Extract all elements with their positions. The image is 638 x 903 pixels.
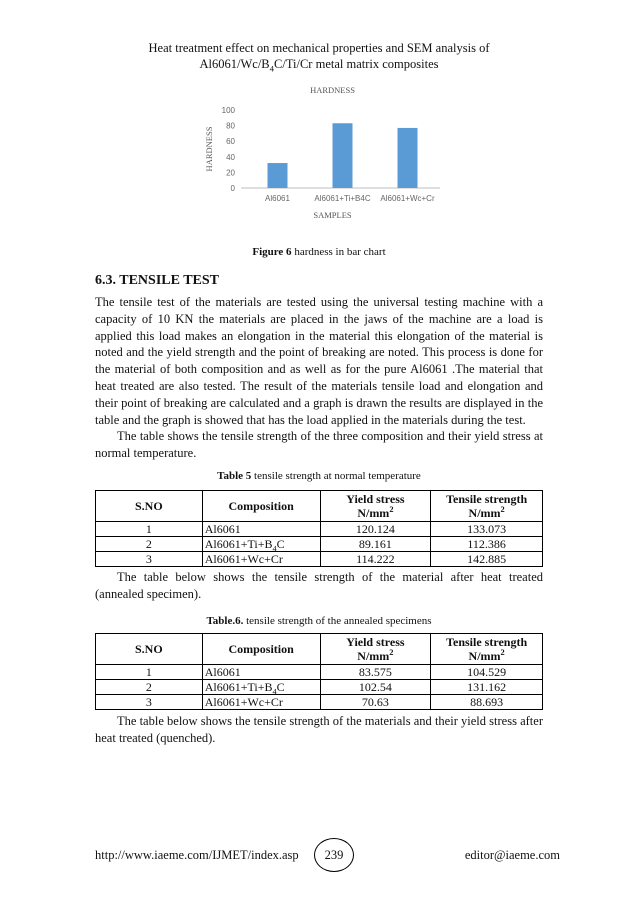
table6	[95, 633, 543, 710]
figure-label: Figure 6	[252, 246, 292, 258]
y-axis-title: HARDNESS	[204, 126, 214, 172]
table6-yield-line1: Yield stress	[346, 635, 405, 649]
header-part-b: C/Ti/Cr metal matrix composites	[274, 57, 439, 71]
table5-cell-tensile: 133.073	[431, 522, 543, 537]
paragraph-quenched-intro: The table below shows the tensile strength of the materials and their yield stress after heat treated (quenched).	[95, 714, 543, 745]
table5-tensile-line1: Tensile strength	[446, 492, 528, 506]
table6-cell-composition	[202, 665, 320, 680]
paragraph-table6-intro: The table below shows the tensile strength of the material after heat treated (annealed specimen).	[95, 570, 543, 601]
table5-cell-composition	[202, 552, 320, 567]
table6-tensile-line1: Tensile strength	[446, 635, 528, 649]
figure-caption	[95, 246, 543, 258]
table6-cell-tensile: 131.162	[431, 680, 543, 695]
table6-yield-unit: N/mm	[357, 649, 390, 663]
bar-al6061	[268, 163, 288, 188]
table5-cell-composition	[202, 522, 320, 537]
table5-header-row	[96, 491, 543, 522]
bar-al6061-wc-cr	[398, 128, 418, 188]
footer-email-link[interactable]: editor@iaeme.com	[464, 848, 560, 862]
table5-cell-sno: 3	[96, 552, 203, 567]
comp-sub: 4	[272, 687, 277, 697]
table6-cell-tensile: 104.529	[431, 665, 543, 680]
table5-cell-sno: 2	[96, 537, 203, 552]
table6-cell-sno: 2	[96, 680, 203, 695]
running-header-line1: Heat treatment effect on mechanical properties and SEM analysis of	[148, 41, 490, 55]
chart-title: HARDNESS	[310, 85, 355, 95]
x-axis-title: SAMPLES	[313, 210, 352, 220]
y-tick-label: 20	[226, 168, 235, 178]
comp-text: Al6061+Wc+Cr	[204, 695, 283, 709]
table5-yield-unit: N/mm	[357, 506, 390, 520]
hardness-bar-chart	[190, 78, 450, 228]
table6-cell-sno: 1	[96, 665, 203, 680]
table5-cell-sno: 1	[96, 522, 203, 537]
table5-yield-line1: Yield stress	[346, 492, 405, 506]
table6-header-sno: S.NO	[96, 634, 203, 665]
comp-text: Al6061+Wc+Cr	[204, 552, 283, 566]
table6-tensile-unit: N/mm	[468, 649, 501, 663]
table6-cell-yield: 102.54	[320, 680, 431, 695]
comp-sub: 4	[272, 544, 277, 554]
table5-header-tensile	[431, 491, 543, 522]
table5-cell-tensile: 142.885	[431, 552, 543, 567]
y-tick-label: 80	[226, 121, 235, 131]
table5-label: Table 5	[217, 470, 252, 482]
table6-header-composition: Composition	[202, 634, 320, 665]
figure-caption-text: hardness in bar chart	[291, 246, 386, 258]
table6-caption	[95, 615, 543, 627]
x-tick-label: Al6061+Ti+B4C	[314, 194, 371, 203]
table5-caption	[95, 470, 543, 482]
table5-yield-sup: 2	[389, 505, 394, 514]
table-row	[96, 665, 543, 680]
table5-header-yield	[320, 491, 431, 522]
y-tick-label: 40	[226, 152, 235, 162]
table6-tensile-sup: 2	[500, 648, 505, 657]
table-row	[96, 695, 543, 710]
table5-header-composition: Composition	[202, 491, 320, 522]
table-row	[96, 537, 543, 552]
comp-text: Al6061+Ti+B	[204, 680, 273, 694]
comp-text: Al6061	[204, 522, 241, 536]
x-tick-label: Al6061	[265, 194, 290, 203]
table6-cell-yield: 83.575	[320, 665, 431, 680]
table5-cell-tensile: 112.386	[431, 537, 543, 552]
table6-caption-text: tensile strength of the annealed specimens	[243, 615, 432, 627]
table6-header-yield	[320, 634, 431, 665]
table5-cell-yield: 114.222	[320, 552, 431, 567]
table5-tensile-unit: N/mm	[468, 506, 501, 520]
y-tick-label: 60	[226, 137, 235, 147]
table6-cell-composition	[202, 695, 320, 710]
table6-cell-sno: 3	[96, 695, 203, 710]
table6-cell-yield: 70.63	[320, 695, 431, 710]
header-subscript: 4	[269, 63, 275, 74]
table6-cell-composition	[202, 680, 320, 695]
table5-caption-text: tensile strength at normal temperature	[251, 470, 421, 482]
bar-al6061-ti-b4c	[333, 123, 353, 188]
running-header-line2	[95, 56, 543, 73]
comp-text: Al6061	[204, 665, 241, 679]
table-row	[96, 522, 543, 537]
header-part-a: Al6061/Wc/B	[199, 57, 270, 71]
section-title: 6.3. TENSILE TEST	[95, 273, 219, 288]
table6-yield-sup: 2	[389, 648, 394, 657]
y-tick-label: 100	[221, 106, 235, 115]
table6-header-row	[96, 634, 543, 665]
table5-cell-yield: 89.161	[320, 537, 431, 552]
footer-url-link[interactable]: http://www.iaeme.com/IJMET/index.asp	[95, 848, 299, 862]
comp-text: Al6061+Ti+B	[204, 537, 273, 551]
table5-tensile-sup: 2	[500, 505, 505, 514]
table5-header-sno: S.NO	[96, 491, 203, 522]
page-number: 239	[314, 838, 354, 872]
table5-cell-composition	[202, 537, 320, 552]
table5-cell-yield: 120.124	[320, 522, 431, 537]
x-tick-label: Al6061+Wc+Cr	[380, 194, 435, 203]
y-tick-label: 0	[230, 184, 235, 193]
table6-cell-tensile: 88.693	[431, 695, 543, 710]
table-row	[96, 680, 543, 695]
comp-tail: C	[276, 680, 285, 694]
table-row	[96, 552, 543, 567]
comp-tail: C	[276, 537, 285, 551]
table6-label: Table.6.	[206, 615, 244, 627]
paragraph-tensile-test: The tensile test of the materials are tested using the universal testing machine with a capacity of 10 KN the materials are placed in the jaws of the machine are a load is applied this load makes an elongation in the material this elongation of the material is noted and the yield strength and the point of breaking are noted. This process is done for the material of both composition and as well as for the pure Al6061 .The material that heat treated are also tested. The result of the materials tensile load and elongation and their point of breaking are calculated and a graph is drawn the results are displayed in the table and the graph is showed that has the load applied in the materials during the test.	[95, 295, 543, 427]
table6-header-tensile	[431, 634, 543, 665]
table5	[95, 490, 543, 567]
paragraph-table5-intro: The table shows the tensile strength of the three composition and their yield stress at normal temperature.	[95, 429, 543, 460]
